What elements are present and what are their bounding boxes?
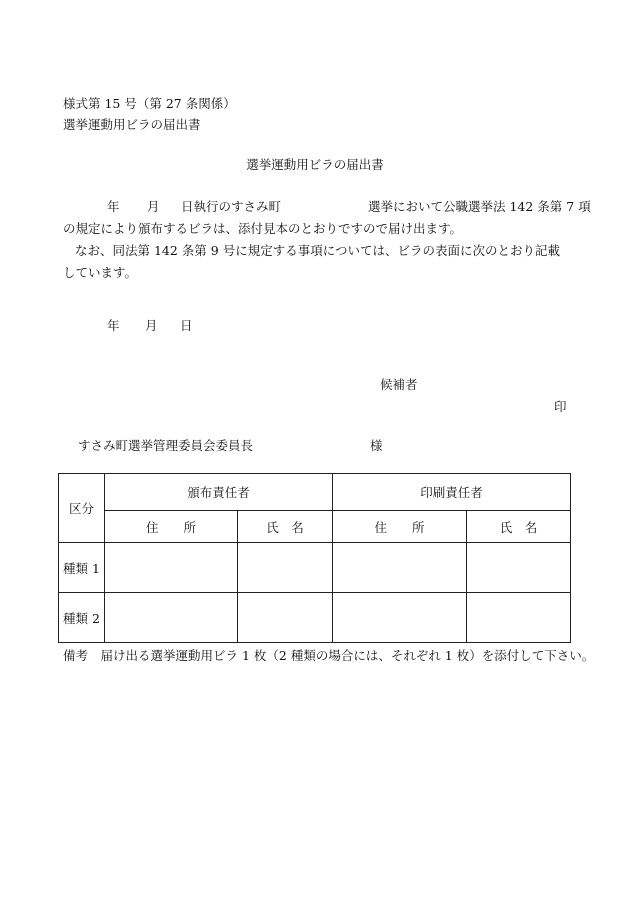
distribution-name-field[interactable]: [238, 543, 333, 593]
month-label: 月: [147, 199, 160, 214]
table-row: [59, 543, 571, 593]
addressee-name: すさみ町選挙管理委員会委員長: [78, 438, 254, 453]
category-header: 区分: [59, 474, 105, 543]
row-label: 種類 1: [59, 543, 105, 593]
row-label: 種類 2: [59, 593, 105, 643]
election-text: 選挙において公職選挙法 142 条第 7 項: [368, 199, 591, 214]
date-year: 年: [107, 318, 120, 333]
distribution-header: 頒布責任者: [105, 474, 333, 511]
printing-name-field[interactable]: [467, 543, 571, 593]
form-subtitle: 選挙運動用ビラの届出書: [63, 117, 201, 132]
candidate-label: 候補者: [380, 377, 418, 392]
table-row: [59, 593, 571, 643]
distribution-address-field[interactable]: [105, 593, 238, 643]
body-paragraph-1: [63, 196, 591, 240]
document-title: 選挙運動用ビラの届出書: [246, 157, 384, 172]
body-paragraph-2: なお、同法第 142 条第 9 号に規定する事項については、ビラの表面に次のとおり記載しています。: [63, 243, 560, 280]
day-exec-text: 日執行のすさみ町: [181, 199, 282, 214]
printing-address-field[interactable]: [333, 593, 467, 643]
addressee-honorific: 様: [370, 438, 383, 453]
form-number: 様式第 15 号（第 27 条関係）: [63, 96, 236, 111]
distribution-name-field[interactable]: [238, 593, 333, 643]
printing-header: 印刷責任者: [333, 474, 571, 511]
year-label: 年: [107, 199, 120, 214]
remarks-note: 備考 届け出る選挙運動用ビラ 1 枚（2 種類の場合には、それぞれ 1 枚）を添付して下さい。: [63, 648, 595, 663]
printing-address-header: 住 所: [333, 511, 467, 543]
printing-name-header: 氏 名: [467, 511, 571, 543]
distribution-name-header: 氏 名: [238, 511, 333, 543]
date-month: 月: [145, 318, 158, 333]
distribution-address-field[interactable]: [105, 543, 238, 593]
date-day: 日: [180, 318, 193, 333]
printing-name-field[interactable]: [467, 593, 571, 643]
body-line-2: の規定により頒布するビラは、添付見本のとおりですので届け出ます。: [63, 221, 463, 236]
distribution-address-header: 住 所: [105, 511, 238, 543]
responsibility-table: [58, 473, 571, 643]
printing-address-field[interactable]: [333, 543, 467, 593]
seal-mark: 印: [554, 399, 567, 414]
